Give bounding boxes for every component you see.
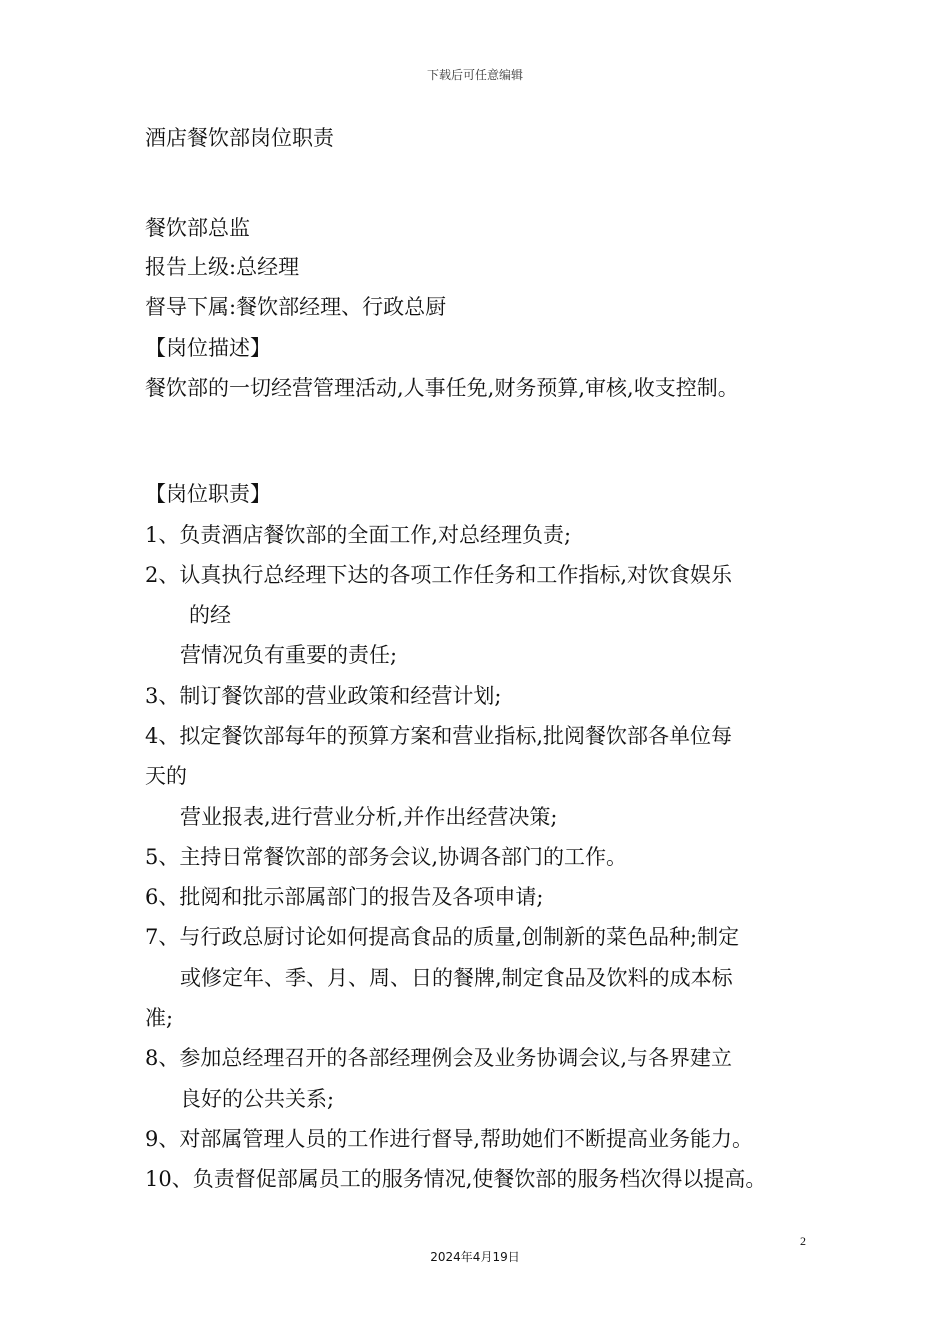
duty-item: 1、负责酒店餐饮部的全面工作,对总经理负责;: [145, 523, 572, 547]
description-text: 餐饮部的一切经营管理活动,人事任免,财务预算,审核,收支控制。: [145, 376, 739, 400]
duty-item: 7、与行政总厨讨论如何提高食品的质量,创制新的菜色品种;制定: [145, 925, 740, 949]
duties-heading: 【岗位职责】: [145, 482, 271, 506]
duty-item: 2、认真执行总经理下达的各项工作任务和工作指标,对饮食娱乐: [145, 563, 733, 587]
supervises: 督导下属:餐饮部经理、行政总厨: [145, 295, 447, 319]
duty-item: 10、负责督促部属员工的服务情况,使餐饮部的服务档次得以提高。: [145, 1167, 767, 1191]
footer-date: 2024年4月19日: [430, 1250, 520, 1264]
reports-to: 报告上级:总经理: [145, 255, 300, 279]
duty-item: 3、制订餐饮部的营业政策和经营计划;: [145, 684, 502, 708]
description-heading: 【岗位描述】: [145, 336, 271, 360]
document-title: 酒店餐饮部岗位职责: [145, 126, 334, 150]
position-name: 餐饮部总监: [145, 216, 250, 240]
duty-item-continuation: 营业报表,进行营业分析,并作出经营决策;: [180, 805, 558, 829]
duty-item: 9、对部属管理人员的工作进行督导,帮助她们不断提高业务能力。: [145, 1127, 754, 1151]
duty-item-continuation: 天的: [145, 764, 187, 788]
duty-item: 6、批阅和批示部属部门的报告及各项申请;: [145, 885, 544, 909]
duty-item-continuation: 的经: [189, 603, 231, 627]
page-header: 下载后可任意编辑: [426, 68, 523, 82]
duty-item-continuation: 或修定年、季、月、周、日的餐牌,制定食品及饮料的成本标: [180, 966, 733, 990]
duty-item: 8、参加总经理召开的各部经理例会及业务协调会议,与各界建立: [145, 1046, 733, 1070]
duty-item: 5、主持日常餐饮部的部务会议,协调各部门的工作。: [145, 845, 628, 869]
duty-item-continuation: 良好的公共关系;: [180, 1087, 335, 1111]
page-number: 2: [800, 1234, 806, 1248]
duty-item-continuation: 准;: [145, 1006, 174, 1030]
duty-item: 4、拟定餐饮部每年的预算方案和营业指标,批阅餐饮部各单位每: [145, 724, 733, 748]
duty-item-continuation: 营情况负有重要的责任;: [180, 643, 398, 667]
